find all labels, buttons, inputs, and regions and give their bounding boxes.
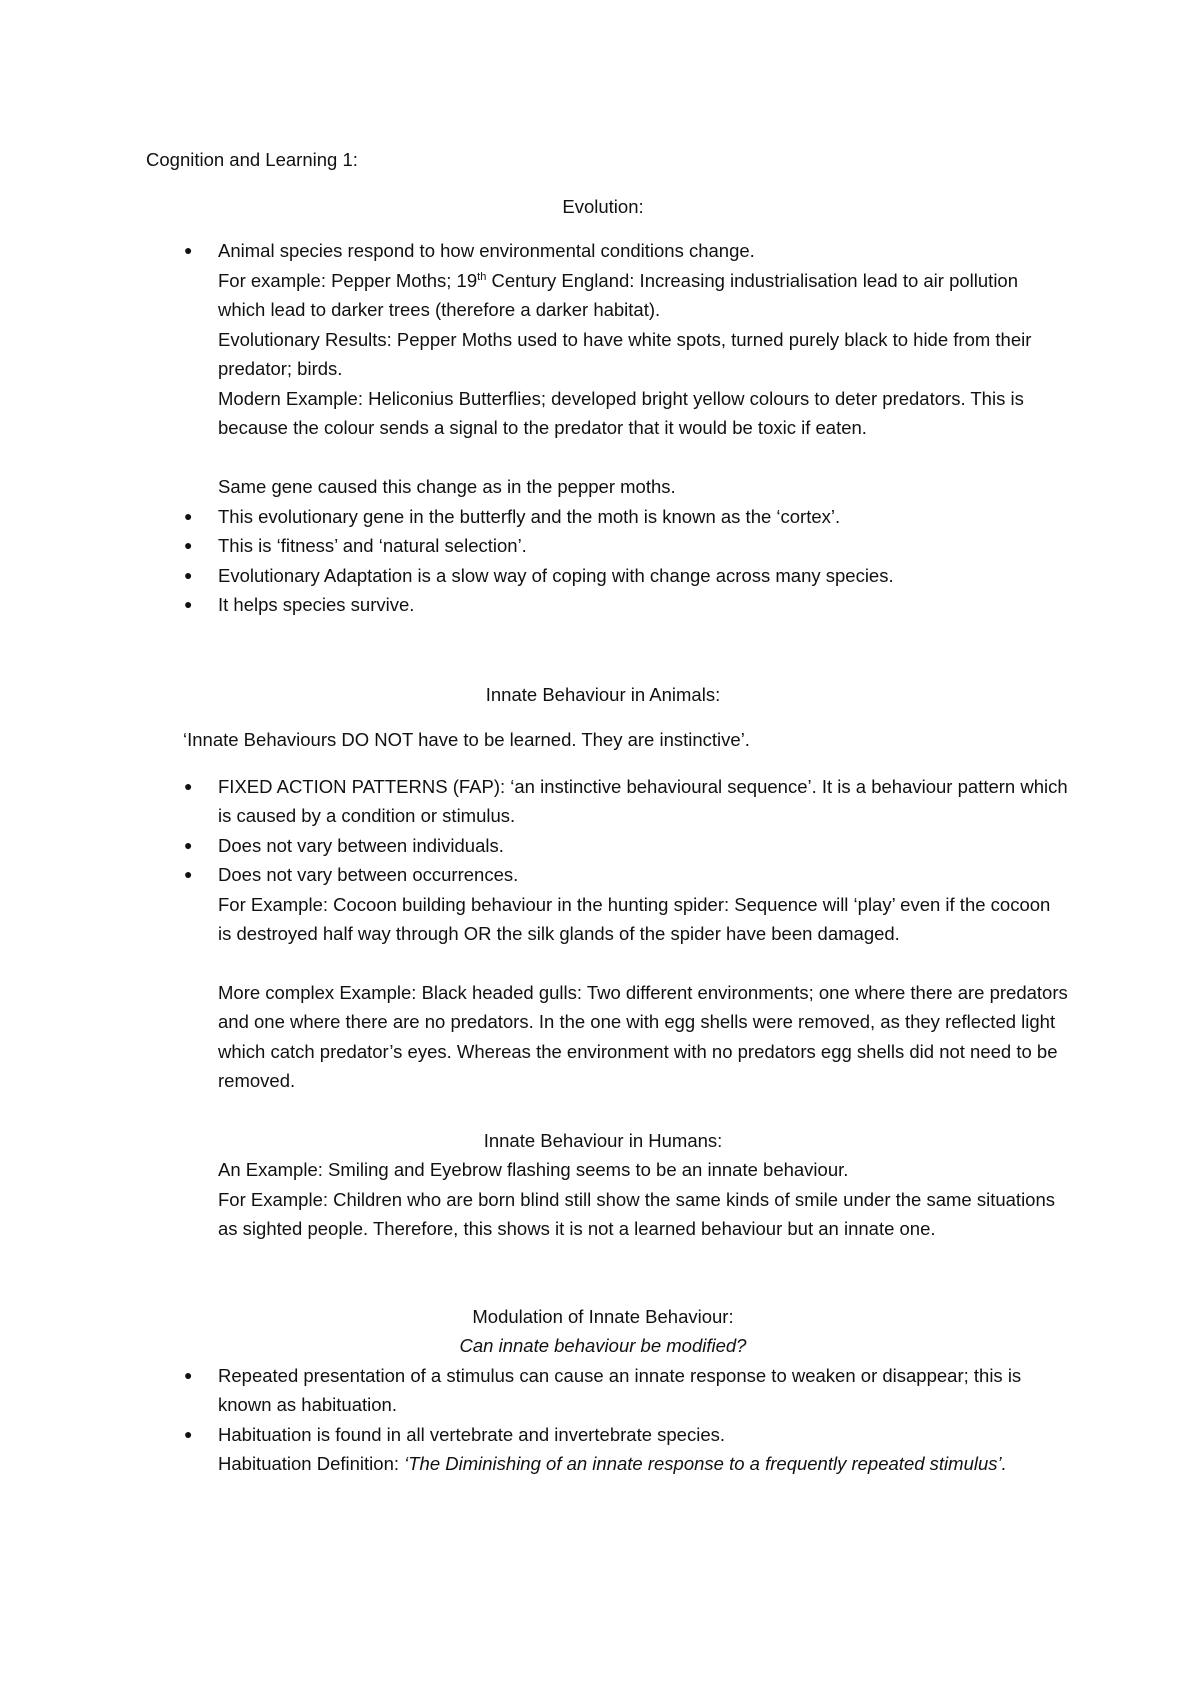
modulation-subheading: Can innate behaviour be modified? <box>459 1335 747 1356</box>
evolution-modern-example: Modern Example: Heliconius Butterflies; developed bright yellow colours to deter predators. This is because the colour sends a signal to the predator that it would be toxic if eaten. <box>218 388 1024 439</box>
bullet-icon: ● <box>184 567 193 583</box>
innate-animals-bullet-3: Does not vary between occurrences. <box>218 864 519 885</box>
evolution-bullet-1: Animal species respond to how environmental conditions change. <box>218 240 755 261</box>
section-heading-innate-humans: Innate Behaviour in Humans: <box>483 1130 723 1151</box>
innate-animals-complex-example: More complex Example: Black headed gulls: Two different environments; one where there are predators and one where there are no predators. In the one with egg shells were removed, as they reflected light which catch predator’s eyes. Whereas the environment with no predators egg shells did not need to be removed. <box>218 982 1068 1091</box>
innate-animals-quote: ‘Innate Behaviours DO NOT have to be learned. They are instinctive’. <box>183 729 750 750</box>
evolution-bullet-2: This evolutionary gene in the butterfly and the moth is known as the ‘cortex’. <box>218 506 841 527</box>
section-heading-innate-animals: Innate Behaviour in Animals: <box>485 684 721 705</box>
habituation-definition <box>218 1449 1068 1478</box>
bullet-icon: ● <box>184 866 193 882</box>
innate-animals-bullet-2: Does not vary between individuals. <box>218 835 504 856</box>
evolution-bullet-3: This is ‘fitness’ and ‘natural selection’. <box>218 535 527 556</box>
bullet-icon: ● <box>184 537 193 553</box>
section-heading-evolution: Evolution: <box>562 196 644 217</box>
innate-animals-bullet-1: FIXED ACTION PATTERNS (FAP): ‘an instinctive behavioural sequence’. It is a behaviour pattern which is caused by a condition or stimulus. <box>218 776 1068 827</box>
innate-humans-example-2: For Example: Children who are born blind still show the same kinds of smile under the same situations as sighted people. Therefore, this shows it is not a learned behaviour but an innate one. <box>218 1189 1056 1240</box>
evolution-example-post: Century England: Increasing industrialisation lead to air pollution which lead to darker trees (therefore a darker habitat). <box>218 270 1019 321</box>
evolution-results: Evolutionary Results: Pepper Moths used to have white spots, turned purely black to hide from their predator; birds. <box>218 329 1032 380</box>
innate-animals-example: For Example: Cocoon building behaviour in the hunting spider: Sequence will ‘play’ even if the cocoon is destroyed half way through OR the silk glands of the spider have been damaged. <box>218 894 1051 945</box>
section-heading-modulation: Modulation of Innate Behaviour: <box>472 1306 734 1327</box>
habituation-definition-label: Habituation Definition: <box>218 1453 405 1474</box>
bullet-icon: ● <box>184 242 193 258</box>
evolution-bullet-4: Evolutionary Adaptation is a slow way of coping with change across many species. <box>218 565 894 586</box>
bullet-icon: ● <box>184 837 193 853</box>
bullet-icon: ● <box>184 1367 193 1383</box>
evolution-example-sup: th <box>477 270 487 283</box>
bullet-icon: ● <box>184 778 193 794</box>
modulation-bullet-2: Habituation is found in all vertebrate and invertebrate species. <box>218 1424 725 1445</box>
document-title: Cognition and Learning 1: <box>146 149 358 170</box>
habituation-definition-text: ‘The Diminishing of an innate response to a frequently repeated stimulus’. <box>404 1453 1007 1474</box>
evolution-bullet-5: It helps species survive. <box>218 594 415 615</box>
evolution-example-pre: For example: Pepper Moths; 19 <box>218 270 478 291</box>
innate-humans-example-1: An Example: Smiling and Eyebrow flashing seems to be an innate behaviour. <box>218 1159 849 1180</box>
bullet-icon: ● <box>184 508 193 524</box>
modulation-bullet-1: Repeated presentation of a stimulus can cause an innate response to weaken or disappear; this is known as habituation. <box>218 1365 1022 1416</box>
evolution-same-gene: Same gene caused this change as in the pepper moths. <box>218 476 676 497</box>
evolution-example <box>218 266 1068 325</box>
bullet-icon: ● <box>184 596 193 612</box>
bullet-icon: ● <box>184 1426 193 1442</box>
